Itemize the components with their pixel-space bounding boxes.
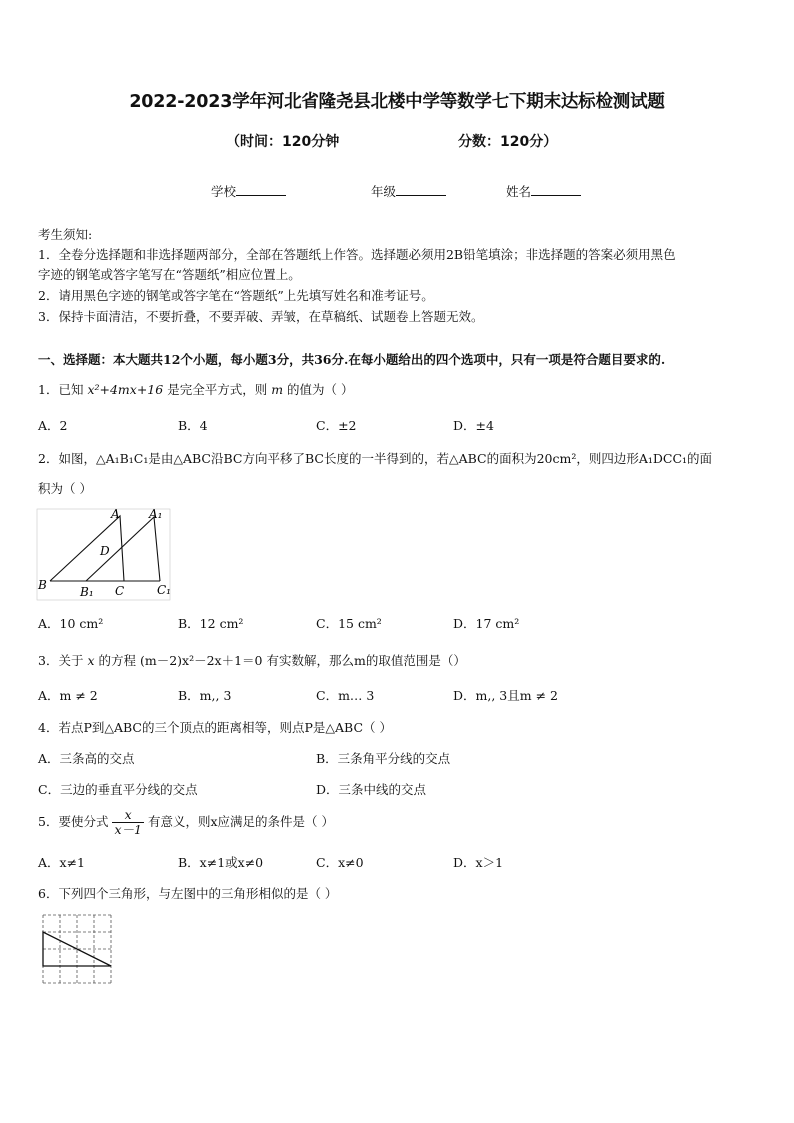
question-3 xyxy=(38,651,466,669)
q6-grid-figure xyxy=(40,912,116,988)
q4-option-c[interactable]: C．三边的垂直平分线的交点 xyxy=(38,782,198,797)
question-1 xyxy=(38,380,354,398)
q2-option-d[interactable]: D．17 cm² xyxy=(453,616,520,631)
q5-option-c[interactable]: C．x≠0 xyxy=(316,855,364,870)
q3-prefix: 3．关于 xyxy=(38,653,84,668)
exam-time: （时间：120分钟 xyxy=(226,134,340,150)
grade-blank xyxy=(396,184,446,196)
question-5 xyxy=(38,809,334,836)
q2-option-a[interactable]: A．10 cm² xyxy=(38,616,104,631)
q1-option-d[interactable]: D．±4 xyxy=(453,418,494,433)
notes-heading: 考生须知: xyxy=(38,227,93,242)
q4-text: 4．若点P到△ABC的三个顶点的距离相等，则点P是△ABC（ ） xyxy=(38,720,392,735)
q2-text-line1: 2．如图，△A₁B₁C₁是由△ABC沿BC方向平移了BC长度的一半得到的，若△ABC的面积为20cm²，则四边形A₁DCC₁的面 xyxy=(38,451,713,466)
notes-item-1: 1．全卷分选择题和非选择题两部分，全部在答题纸上作答。选择题必须用2B铅笔填涂；非选择题的答案必须用黑色 xyxy=(38,247,676,262)
name-field xyxy=(506,182,581,200)
q2-option-b[interactable]: B．12 cm² xyxy=(178,616,244,631)
school-blank xyxy=(236,184,286,196)
notes-item-1-cont: 字迹的钢笔或答字笔写在“答题纸”相应位置上。 xyxy=(38,267,301,282)
q5-option-a[interactable]: A．x≠1 xyxy=(38,855,86,870)
grade-field xyxy=(371,182,446,200)
label-a: A xyxy=(111,507,120,521)
label-c: C xyxy=(115,584,125,598)
q2-option-c[interactable]: C．15 cm² xyxy=(316,616,382,631)
q5-option-d[interactable]: D．x＞1 xyxy=(453,855,504,870)
q2-text-line2: 积为（ ） xyxy=(38,481,92,496)
q5-numerator: x xyxy=(124,807,132,822)
q3-middle: 的方程 xyxy=(98,653,136,668)
q1-option-c[interactable]: C．±2 xyxy=(316,418,357,433)
school-label: 学校 xyxy=(211,184,237,199)
q6-text: 6．下列四个三角形，与左图中的三角形相似的是（ ） xyxy=(38,886,338,901)
q1-suffix: 的值为（ ） xyxy=(287,382,354,397)
q3-option-a[interactable]: A．m ≠ 2 xyxy=(38,688,98,703)
page-title: 2022-2023学年河北省隆尧县北楼中学等数学七下期末达标检测试题 xyxy=(129,92,665,112)
q3-option-b[interactable]: B．m,, 3 xyxy=(178,688,232,703)
q5-denominator: x－1 xyxy=(114,821,142,837)
q4-option-b[interactable]: B．三条角平分线的交点 xyxy=(316,751,451,766)
label-c1: C₁ xyxy=(157,583,171,597)
label-b1: B₁ xyxy=(80,585,94,599)
triangle-abc xyxy=(50,516,124,581)
name-blank xyxy=(531,184,581,196)
q5-prefix: 5．要使分式 xyxy=(38,814,109,829)
q1-prefix: 1．已知 xyxy=(38,382,84,397)
notes-item-2: 2．请用黑色字迹的钢笔或答字笔在“答题纸”上先填写姓名和准考证号。 xyxy=(38,288,434,303)
q4-option-d[interactable]: D．三条中线的交点 xyxy=(316,782,427,797)
exam-score: 分数：120分） xyxy=(458,134,558,150)
notes-item-3: 3．保持卡面清洁，不要折叠，不要弄破、弄皱，在草稿纸、试题卷上答题无效。 xyxy=(38,309,484,324)
school-field xyxy=(211,182,286,200)
name-label: 姓名 xyxy=(506,184,532,199)
q2-figure xyxy=(36,505,176,602)
q1-option-a[interactable]: A．2 xyxy=(38,418,68,433)
q1-middle: 是完全平方式，则 xyxy=(167,382,268,397)
q1-var: m xyxy=(271,382,284,397)
q4-option-a[interactable]: A．三条高的交点 xyxy=(38,751,135,766)
q3-option-d[interactable]: D．m,, 3且m ≠ 2 xyxy=(453,688,558,703)
label-b: B xyxy=(38,578,47,592)
label-a1: A₁ xyxy=(149,507,163,521)
section-heading: 一、选择题：本大题共12个小题，每小题3分，共36分.在每小题给出的四个选项中，只有一项是符合题目要求的. xyxy=(38,352,666,367)
q5-suffix: 有意义，则x应满足的条件是（ ） xyxy=(147,814,334,829)
q5-option-b[interactable]: B．x≠1或x≠0 xyxy=(178,855,264,870)
q3-suffix: 有实数解，那么m的取值范围是（） xyxy=(266,653,466,668)
label-d: D xyxy=(100,544,110,558)
q3-equation: (m－2)x²－2x＋1＝0 xyxy=(139,653,263,668)
q3-var: x xyxy=(87,653,95,668)
q1-option-b[interactable]: B．4 xyxy=(178,418,208,433)
q5-fraction xyxy=(112,809,144,836)
grade-label: 年级 xyxy=(371,184,397,199)
q1-expression: x²+4mx+16 xyxy=(87,382,164,397)
q3-option-c[interactable]: C．m… 3 xyxy=(316,688,375,703)
